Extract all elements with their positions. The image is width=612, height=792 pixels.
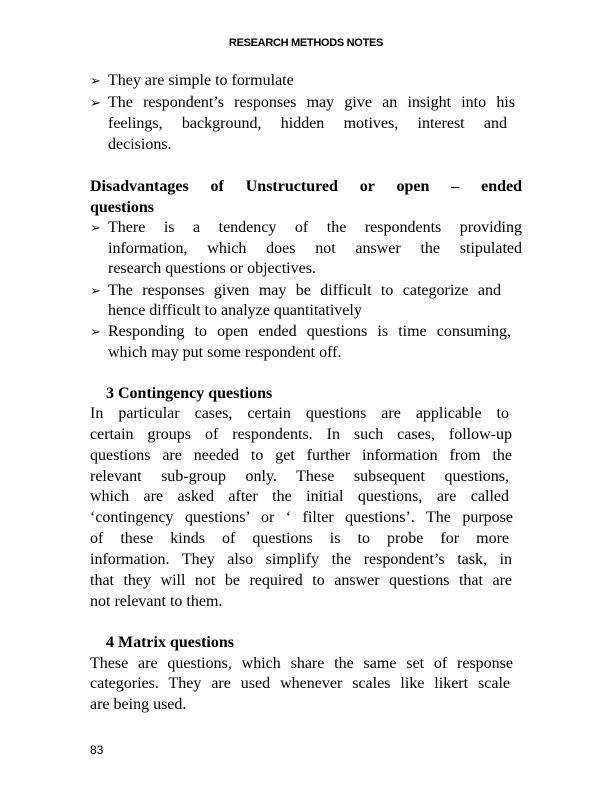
text-line: ‘contingency questions’ or ‘ filter questions’. The purpose [90,509,513,526]
text-line: information. They also simplify the respondent’s task, in [90,551,512,568]
text-line: that they will not be required to answer questions that are [90,572,512,589]
text-line: which may put some respondent off. [108,344,342,361]
text-line: The responses given may be difficult to categorize and [108,282,501,299]
text-line: which are asked after the initial questions, are called [90,488,509,505]
text-line: categories. They are used whenever scales like likert scale [90,675,510,692]
heading-line: 4 Matrix questions [106,634,234,651]
text-line: research questions or objectives. [108,260,316,277]
page-number: 83 [90,743,104,757]
text-line: The respondent’s responses may give an insight into his [108,94,515,111]
text-line: They are simple to formulate [108,72,294,89]
text-line: decisions. [108,136,172,153]
text-line: questions are needed to get further information from the [90,447,512,464]
bullet-arrow-icon: ➢ [90,283,101,298]
text-line: feelings, background, hidden motives, interest and [108,115,507,132]
heading-line: Disadvantages of Unstructured or open – ended [90,178,522,195]
bullet-arrow-icon: ➢ [90,220,101,235]
text-line: In particular cases, certain questions are applicable to [90,405,509,422]
running-header: RESEARCH METHODS NOTES [228,37,384,49]
text-line: These are questions, which share the same set of response [90,655,513,672]
heading-line: questions [90,199,155,216]
text-line: information, which does not answer the stipulated [108,240,522,257]
text-line: not relevant to them. [90,593,223,610]
text-line: Responding to open ended questions is time consuming, [108,323,511,340]
text-line: There is a tendency of the respondents providing [108,219,522,236]
heading-line: 3 Contingency questions [106,385,273,402]
text-line: hence difficult to analyze quantitatively [108,302,362,319]
text-line: relevant sub-group only. These subsequent questions, [90,468,509,485]
bullet-arrow-icon: ➢ [90,324,101,339]
bullet-arrow-icon: ➢ [90,95,101,110]
bullet-arrow-icon: ➢ [90,73,101,88]
text-line: certain groups of respondents. In such cases, follow-up [90,426,512,443]
text-line: of these kinds of questions is to probe for more [90,530,509,547]
text-line: are being used. [90,696,187,713]
